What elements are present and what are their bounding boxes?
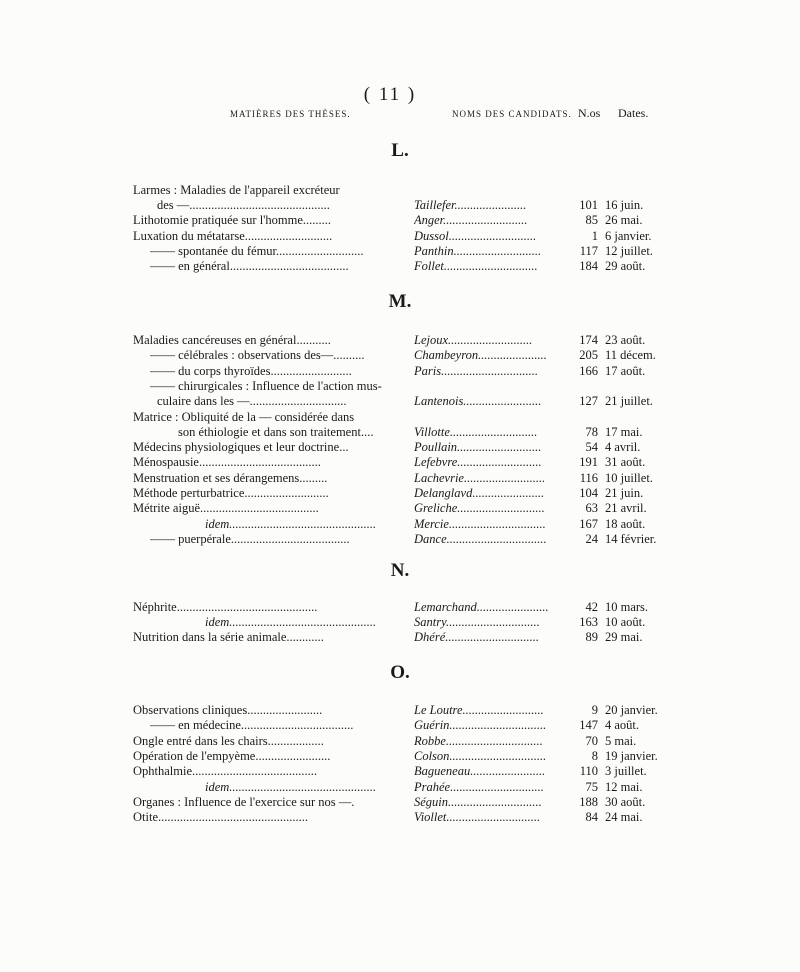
entry-number: 163 xyxy=(579,615,598,630)
entry-date: 3 juillet. xyxy=(605,764,647,779)
entry-subject: idem............................................... xyxy=(205,779,377,794)
entry-candidate: Dussol............................ xyxy=(414,228,537,243)
column-header-candidates: NOMS DES CANDIDATS. xyxy=(452,109,572,119)
entry-subject: —— en général...................................... xyxy=(150,259,349,273)
entry-candidate: Greliche............................ xyxy=(414,501,545,516)
entry-subject: Organes : Influence de l'exercice sur nos —. xyxy=(133,794,355,809)
entry-date: 31 août. xyxy=(605,455,646,470)
index-entry xyxy=(0,764,800,779)
entry-date: 10 mars. xyxy=(605,600,649,614)
index-entry xyxy=(0,734,800,749)
index-entry xyxy=(0,410,800,425)
entry-subject: Néphrite............................................. xyxy=(133,600,318,614)
entry-subject: Lithotomie pratiquée sur l'homme......... xyxy=(133,213,332,228)
entry-subject: —— du corps thyroïdes.......................... xyxy=(150,363,352,378)
index-entry xyxy=(0,333,800,348)
entry-candidate: Dance................................ xyxy=(414,531,547,546)
entry-date: 20 janvier. xyxy=(605,703,658,717)
entry-date: 29 mai. xyxy=(605,630,643,645)
index-entry xyxy=(0,780,800,795)
index-entry xyxy=(0,486,800,501)
entry-number: 191 xyxy=(579,455,598,470)
entry-subject: Maladies cancéreuses en général........... xyxy=(133,333,331,347)
entry-candidate: Santry.............................. xyxy=(414,615,540,630)
entry-subject: Ménospausie....................................... xyxy=(133,455,321,470)
entry-date: 12 mai. xyxy=(605,779,643,794)
entry-candidate: Colson............................... xyxy=(414,748,547,763)
index-entry xyxy=(0,471,800,486)
entry-date: 14 février. xyxy=(605,531,657,546)
index-entry xyxy=(0,259,800,274)
index-entry xyxy=(0,455,800,470)
entry-number: 89 xyxy=(585,630,598,645)
entry-subject: idem............................................... xyxy=(205,516,377,531)
entry-date: 16 juin. xyxy=(605,198,644,213)
entry-date: 26 mai. xyxy=(605,213,643,228)
entry-candidate: Viollet.............................. xyxy=(414,810,541,825)
entry-subject: Menstruation et ses dérangemens......... xyxy=(133,470,328,485)
entry-candidate: Lejoux........................... xyxy=(414,333,533,347)
index-entry xyxy=(0,810,800,825)
entry-date: 21 avril. xyxy=(605,501,647,516)
entry-date: 17 août. xyxy=(605,363,646,378)
index-entry xyxy=(0,379,800,394)
entry-number: 42 xyxy=(585,600,598,614)
index-entry xyxy=(0,718,800,733)
entry-number: 110 xyxy=(579,764,598,779)
entry-subject: Matrice : Obliquité de la — considérée dans xyxy=(133,409,355,424)
entry-date: 10 juillet. xyxy=(605,470,653,485)
section-letter: L. xyxy=(391,140,409,161)
entry-number: 8 xyxy=(591,748,598,763)
entry-date: 19 janvier. xyxy=(605,748,658,763)
entry-number: 70 xyxy=(585,733,598,748)
entry-date: 30 août. xyxy=(605,794,646,809)
entry-candidate: Delanglavd....................... xyxy=(414,486,545,500)
entry-candidate: Dhéré.............................. xyxy=(414,630,539,645)
entry-candidate: Chambeyron...................... xyxy=(414,348,547,363)
entry-subject: —— puerpérale...................................... xyxy=(150,531,350,546)
index-entry xyxy=(0,425,800,440)
entry-number: 24 xyxy=(585,531,598,546)
entry-subject: son éthiologie et dans son traitement.... xyxy=(178,424,374,439)
index-entry xyxy=(0,394,800,409)
entry-candidate: Panthin............................ xyxy=(414,243,542,258)
entry-number: 63 xyxy=(585,501,598,516)
entry-candidate: Prahée.............................. xyxy=(414,779,544,794)
entry-subject: —— spontanée du fémur............................ xyxy=(150,243,364,258)
index-entry xyxy=(0,532,800,547)
index-entry xyxy=(0,213,800,228)
entry-number: 147 xyxy=(579,718,598,733)
entry-candidate: Paris............................... xyxy=(414,363,538,378)
page-number: ( 11 ) xyxy=(363,84,417,105)
section-letter: O. xyxy=(390,662,410,683)
entry-subject: des —............................................. xyxy=(157,198,330,213)
entry-number: 101 xyxy=(579,198,598,213)
entry-date: 17 mai. xyxy=(605,424,643,439)
index-entry xyxy=(0,615,800,630)
entry-number: 54 xyxy=(585,440,598,455)
entry-number: 205 xyxy=(579,348,598,363)
entry-date: 4 août. xyxy=(605,718,640,733)
entry-candidate: Taillefer....................... xyxy=(414,198,527,213)
entry-subject: Observations cliniques........................ xyxy=(133,703,323,717)
index-entry xyxy=(0,501,800,516)
entry-number: 188 xyxy=(579,794,598,809)
entry-candidate: Mercie............................... xyxy=(414,516,546,531)
entry-subject: —— en médecine.................................... xyxy=(150,718,354,733)
entry-subject: Otite................................................ xyxy=(133,810,308,825)
index-entry xyxy=(0,795,800,810)
section-letter: M. xyxy=(388,291,412,312)
entry-subject: —— célébrales : observations des—.......... xyxy=(150,348,365,363)
entry-candidate: Lefebvre........................... xyxy=(414,455,542,470)
entry-subject: culaire dans les —............................... xyxy=(157,394,347,409)
index-entry xyxy=(0,600,800,615)
entry-subject: Nutrition dans la série animale............ xyxy=(133,630,324,645)
entry-candidate: Robbe............................... xyxy=(414,733,543,748)
entry-date: 5 mai. xyxy=(605,733,637,748)
index-entry xyxy=(0,348,800,363)
entry-number: 127 xyxy=(579,394,598,409)
index-entry xyxy=(0,244,800,259)
entry-subject: Méthode perturbatrice........................... xyxy=(133,486,329,500)
index-entry xyxy=(0,229,800,244)
entry-number: 1 xyxy=(591,228,598,243)
entry-date: 12 juillet. xyxy=(605,243,653,258)
entry-date: 18 août. xyxy=(605,516,646,531)
column-header-number: N.os xyxy=(578,106,601,120)
index-entry xyxy=(0,630,800,645)
entry-candidate: Bagueneau........................ xyxy=(414,764,546,779)
entry-number: 167 xyxy=(579,516,598,531)
entry-date: 4 avril. xyxy=(605,440,641,455)
entry-date: 29 août. xyxy=(605,259,646,273)
index-entry xyxy=(0,440,800,455)
entry-date: 10 août. xyxy=(605,615,646,630)
entry-number: 104 xyxy=(579,486,598,500)
entry-candidate: Anger........................... xyxy=(414,213,528,228)
entry-subject: —— chirurgicales : Influence de l'action mus- xyxy=(150,378,382,393)
entry-subject: Médecins physiologiques et leur doctrine... xyxy=(133,440,349,455)
entry-date: 6 janvier. xyxy=(605,228,652,243)
entry-number: 184 xyxy=(579,259,598,273)
entry-subject: Ophthalmie........................................ xyxy=(133,764,318,779)
entry-number: 117 xyxy=(579,243,598,258)
entry-subject: idem............................................... xyxy=(205,615,377,630)
entry-date: 24 mai. xyxy=(605,810,643,825)
entry-subject: Métrite aiguë...................................... xyxy=(133,501,319,516)
entry-subject: Larmes : Maladies de l'appareil excréteur xyxy=(133,183,340,197)
entry-candidate: Follet.............................. xyxy=(414,259,538,273)
index-entry xyxy=(0,198,800,213)
entry-date: 21 juin. xyxy=(605,486,644,500)
entry-subject: Opération de l'empyème........................ xyxy=(133,748,331,763)
entry-number: 9 xyxy=(591,703,598,717)
entry-number: 85 xyxy=(585,213,598,228)
section-letter: N. xyxy=(390,560,410,581)
entry-number: 166 xyxy=(579,363,598,378)
entry-date: 11 décem. xyxy=(605,348,656,363)
entry-date: 23 août. xyxy=(605,333,646,347)
entry-candidate: Lemarchand....................... xyxy=(414,600,549,614)
entry-candidate: Guérin............................... xyxy=(414,718,547,733)
entry-subject: Ongle entré dans les chairs.................. xyxy=(133,733,324,748)
entry-number: 75 xyxy=(585,779,598,794)
entry-date: 21 juillet. xyxy=(605,394,653,409)
entry-candidate: Poullain........................... xyxy=(414,440,542,455)
entry-number: 84 xyxy=(585,810,598,825)
index-entry xyxy=(0,749,800,764)
index-entry xyxy=(0,703,800,718)
entry-subject: Luxation du métatarse............................ xyxy=(133,228,333,243)
index-entry xyxy=(0,517,800,532)
entry-candidate: Lantenois......................... xyxy=(414,394,542,409)
entry-number: 78 xyxy=(585,424,598,439)
entry-number: 116 xyxy=(579,470,598,485)
index-entry xyxy=(0,183,800,198)
entry-candidate: Lachevrie.......................... xyxy=(414,470,546,485)
entry-candidate: Le Loutre.......................... xyxy=(414,703,544,717)
entry-number: 174 xyxy=(579,333,598,347)
index-entry xyxy=(0,364,800,379)
entry-candidate: Villotte............................ xyxy=(414,424,538,439)
entry-candidate: Séguin.............................. xyxy=(414,794,542,809)
column-header-dates: Dates. xyxy=(618,106,649,120)
column-header-subjects: MATIÈRES DES THÈSES. xyxy=(230,109,351,119)
